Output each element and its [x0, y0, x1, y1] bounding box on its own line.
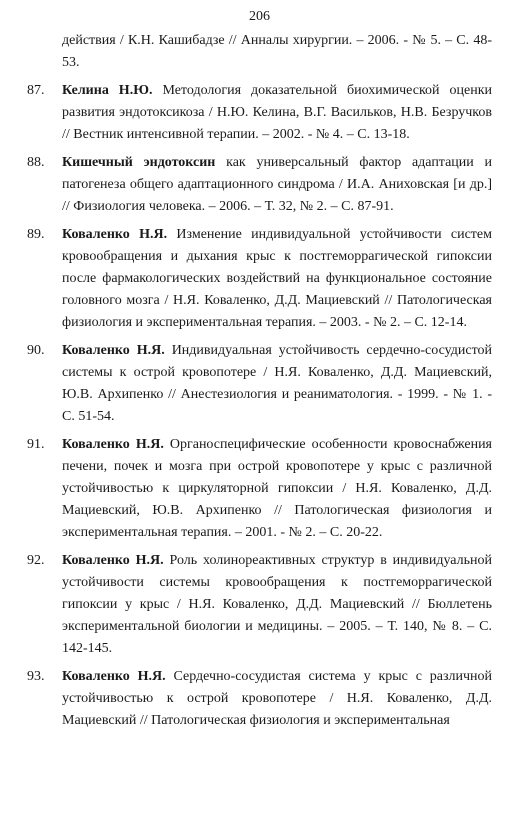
reference-body	[62, 224, 492, 334]
reference-text: Изменение индивидуальной устойчивости систем кровообращения и дыхания крыс к постгеморрагической гипоксии после фармакологических воздействий на функциональное состояние головного мозга / Н.Я. Коваленко, Д.Д. Мациевский // Патологическая физиология и экспериментальная терапия. – 2003. - № 2. – С. 12-14.	[62, 227, 493, 330]
reference-entry-89	[0, 224, 519, 334]
reference-text: Органоспецифические особенности кровоснабжения печени, почек и мозга при острой кровопотере у крыс с различной устойчивостью к циркуляторной гипоксии / Н.Я. Коваленко, Д.Д. Мациевский, Ю.В. Архипенко // Патологическая физиология и экспериментальная терапия. – 2001. - № 2. – С. 20-22.	[62, 437, 492, 540]
reference-entry-87	[0, 80, 519, 146]
reference-entry-88	[0, 152, 519, 218]
reference-number: 92.	[27, 553, 45, 568]
reference-author: Коваленко Н.Я.	[62, 669, 166, 684]
reference-entry-93	[0, 666, 519, 732]
reference-entry-91	[0, 434, 519, 544]
reference-number: 88.	[27, 155, 45, 170]
reference-body	[62, 550, 492, 660]
page-number: 206	[249, 9, 270, 24]
reference-number: 93.	[27, 669, 45, 684]
reference-body	[62, 80, 492, 146]
reference-body	[62, 434, 492, 544]
reference-author: Келина Н.Ю.	[62, 83, 153, 98]
reference-body	[62, 340, 492, 428]
reference-number: 91.	[27, 437, 45, 452]
reference-text: Индивидуальная устойчивость сердечно-сосудистой системы к острой кровопотере / Н.Я. Коваленко, Д.Д. Мациевский, Ю.В. Архипенко // Анестезиология и реаниматология. - 1999. - № 1. - С. 51-54.	[62, 343, 492, 424]
reference-number: 87.	[27, 83, 45, 98]
reference-text: Методология доказательной биохимической оценки развития эндотоксикоза / Н.Ю. Келина, В.Г. Васильков, Н.В. Безручков // Вестник интенсивной терапии. – 2002. - № 4. – С. 13-18.	[62, 83, 493, 142]
reference-text: действия / К.Н. Кашибадзе // Анналы хирургии. – 2006. - № 5. – С. 48-53.	[62, 33, 492, 70]
reference-body	[62, 666, 492, 732]
reference-list	[0, 30, 519, 738]
reference-number: 89.	[27, 227, 45, 242]
reference-continuation	[0, 30, 519, 74]
reference-author: Коваленко Н.Я.	[62, 553, 164, 568]
reference-entry-92	[0, 550, 519, 660]
reference-text: как универсальный фактор адаптации и патогенеза общего адаптационного синдрома / И.А. Аниховская [и др.] // Физиология человека. – 2006. – Т. 32, № 2. – С. 87-91.	[62, 155, 493, 214]
reference-number: 90.	[27, 343, 45, 358]
reference-author: Коваленко Н.Я.	[62, 343, 165, 358]
reference-author: Коваленко Н.Я.	[62, 437, 164, 452]
reference-body	[62, 152, 492, 218]
reference-text: Роль холинореактивных структур в индивидуальной устойчивости системы кровообращения к постгеморрагической гипоксии у крыс / Н.Я. Коваленко, Д.Д. Мациевский // Бюллетень экспериментальной биологии и медицины. – 2005. – Т. 140, № 8. – С. 142-145.	[62, 553, 492, 656]
reference-entry-90	[0, 340, 519, 428]
reference-text: Сердечно-сосудистая система у крыс с различной устойчивостью к острой кровопотере / Н.Я. Коваленко, Д.Д. Мациевский // Патологическая физиология и экспериментальная	[62, 669, 493, 728]
reference-author: Коваленко Н.Я.	[62, 227, 168, 242]
reference-author: Кишечный эндотоксин	[62, 155, 216, 170]
